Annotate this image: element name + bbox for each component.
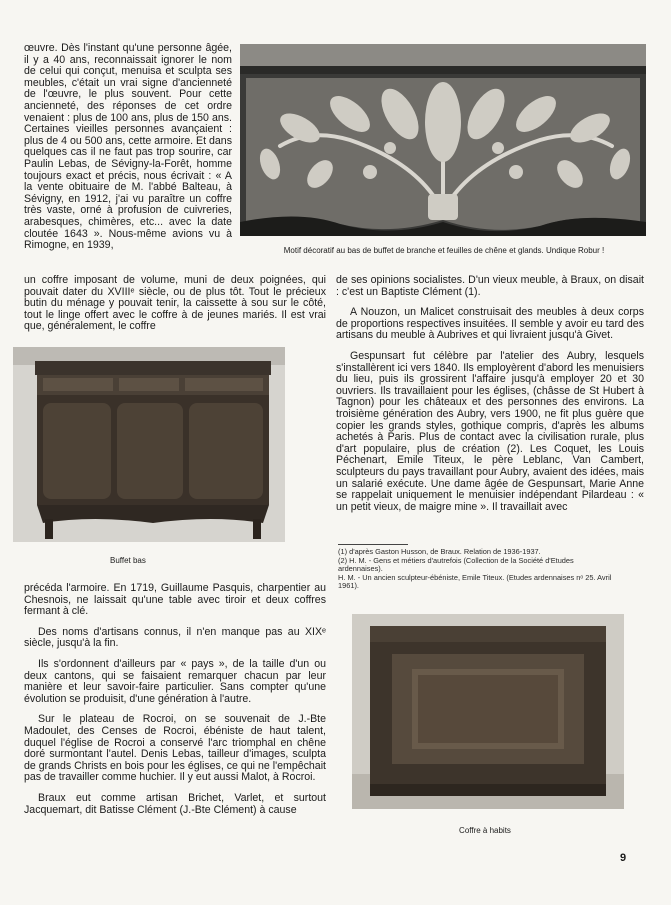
left-column-top xyxy=(24,43,232,261)
paragraph: Ils s'ordonnent d'ailleurs par « pays », de la taille d'un ou deux cantons, qui se faisaient remarquer chacun par leur manière et leur savoir-faire particulier. Sans compter qu'une évolution se produisit, d'une génération à l'autre. xyxy=(24,657,326,705)
right-column xyxy=(336,275,644,522)
paragraph: Gespunsart fut célèbre par l'atelier des Aubry, lesquels s'installèrent ici vers 1840. Ils employèrent d'abord les menuisiers du lieu, puis ils grossirent l'affaire jusqu'à employer 20 et 30 ouvriers. Ils travaillaient pour les églises, (châsse de St Hubert à Tagnon) pour les châteaux et des personnes des environs. La troisième génération des Aubry, vers 1900, ne fit plus guère que copier les grands styles, gothique compris, d'après les albums achetés à Paris. Plus de contact avec la civilisation rurale, plus d'art populaire, plus de création (2). Les Coquet, les Louis Péchenart, Emile Titeux, le père Leblanc, Van Cambert, sculpteurs du pays travaillant pour Aubry, avaient des idées, mais un salarié exécute. Une dame âgée de Gespunsart, Marie Anne se rappelait uniquement le menuisier indépendant Pilardeau : « un petit vieux, de maigre mine ». Il travaillait avec xyxy=(336,349,644,513)
paragraph: Braux eut comme artisan Brichet, Varlet, et surtout Jacquemart, dit Batisse Clément (J.-Bte Clément) à cause xyxy=(24,791,326,816)
paragraph: Des noms d'artisans connus, il n'en manque pas au XIXᵉ siècle, jusqu'à la fin. xyxy=(24,625,326,650)
coffre-caption: Coffre à habits xyxy=(459,826,511,835)
paragraph: de ses opinions socialistes. D'un vieux meuble, à Braux, on disait : c'est un Baptiste Clément (1). xyxy=(336,274,644,298)
paragraph: A Nouzon, un Malicet construisait des meubles à deux corps de proportions respectives insuitées. Il semble y avoir eu tard des artisans du meuble à Aubrives et qui livraient jusqu'à Givet. xyxy=(336,306,644,342)
motif-caption: Motif décoratif au bas de buffet de branche et feuilles de chêne et glands. Undique Robur ! xyxy=(283,246,605,255)
page-number: 9 xyxy=(620,852,627,864)
carved-motif-photo xyxy=(240,44,646,236)
paragraph: Sur le plateau de Rocroi, on se souvenait de J.-Bte Madoulet, des Censes de Rocroi, ébéniste de haut talent, duquel l'église de Rocroi a conservé l'arc triomphal en chêne doré surmontant l'autel. Denis Lebas, tailleur d'images, sculpta de grands Christs en bois pour les églises, ce qui ne l'empêchait pas de travailler comme huchier. Il y eut aussi Malot, à Rocroi. xyxy=(24,713,326,784)
paragraph: précéda l'armoire. En 1719, Guillaume Pasquis, charpentier au Chesnois, ne laissait qu'une table avec tiroir et deux coffres fermant à clé. xyxy=(24,582,326,618)
paragraph: œuvre. Dès l'instant qu'une personne âgée, il y a 40 ans, reconnaissait ignorer le nom de celui qui conçut, menuisa et sculpta ses meubles, c'était un vrai signe d'ancienneté de l'œuvre, le plus souvent. Pour cette ancienneté, des réponses de cet ordre venaient : plus de 100 ans, plus de 150 ans. Certaines vieilles personnes avançaient : plus de 4 ou 500 ans, cette armoire. Et dans quelques cas il ne faut pas trop sourire, car Paulin Lebas, de Sévigny-la-Forêt, homme toujours exact et précis, nous écrivait : « A la vente obituaire de M. l'abbé Balteau, à Sévigny, en 1912, j'ai vu paraître un coffre très vaste, orné à profusion de cuivreries, arabesques, chimères, etc... avec la date cloutée 1643 ». Nous-même avions vu à Rimogne, en 1939, xyxy=(24,42,232,252)
left-column-bottom xyxy=(24,583,326,825)
buffet-caption: Buffet bas xyxy=(110,556,146,565)
coffre-photo xyxy=(352,614,624,809)
footnotes xyxy=(338,548,618,591)
paragraph: un coffre imposant de volume, muni de deux poignées, qui pouvait dater du XVIIIᵉ siècle, ou de plus tôt. Tout le précieux butin du ménage y pouvait tenir, la caissette à sou sur le côté, tout le linge offert avec le coffre à de jeunes mariés. Il est vrai que, généralement, le coffre xyxy=(24,274,326,333)
footnote: (2) H. M. - Gens et métiers d'autrefois (Collection de la Société d'Etudes ardennaises). xyxy=(338,555,574,574)
buffet-photo xyxy=(13,347,285,542)
span-paragraph xyxy=(24,275,326,342)
footnote: (1) d'après Gaston Husson, de Braux. Relation de 1936-1937. xyxy=(338,547,541,556)
footnote: H. M. - Un ancien sculpteur-ébéniste, Emile Titeux. (Etudes ardennaises nᵒ 25. Avril 1961). xyxy=(338,572,612,591)
footnote-rule xyxy=(338,544,408,545)
